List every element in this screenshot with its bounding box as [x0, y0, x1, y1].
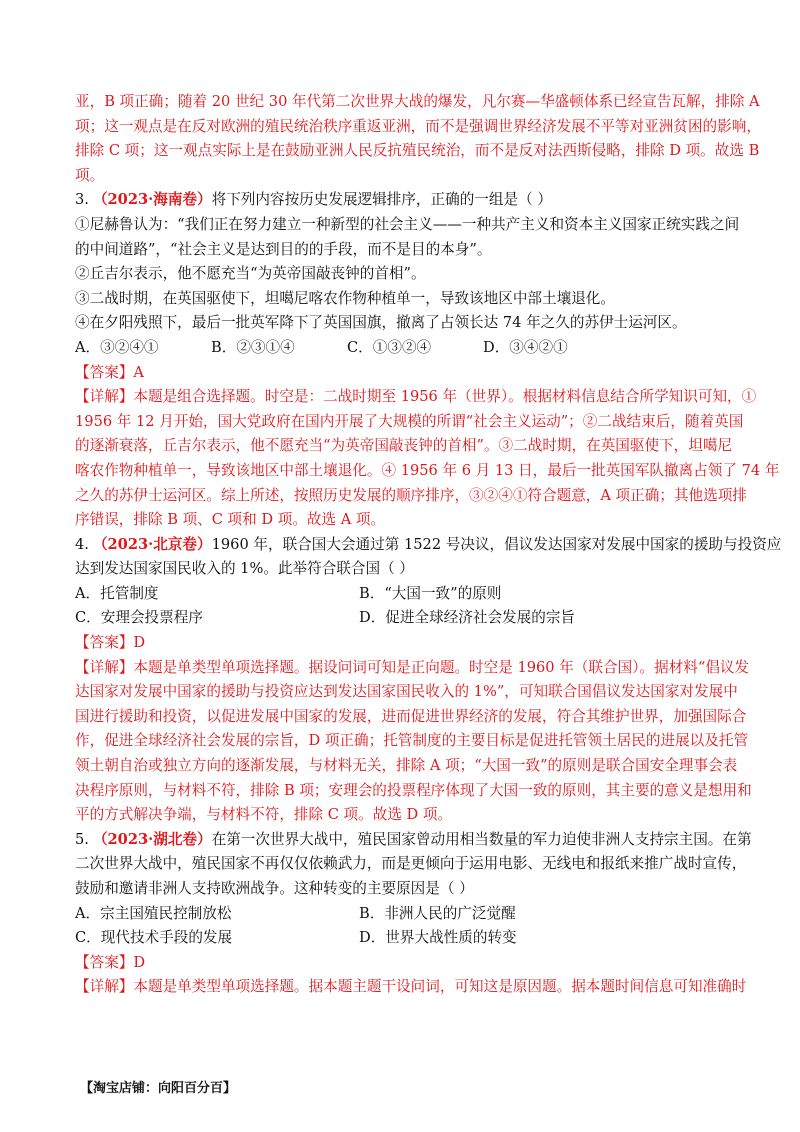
detail-line: 项；这一观点是在反对欧洲的殖民统治秩序重返亚洲，而不是强调世界经济发展不平等对亚洲贫困的影响，: [75, 117, 761, 135]
question-text: 鼓励和邀请非洲人支持欧洲战争。这种转变的主要原因是（ ）: [75, 880, 474, 897]
option-a: A．宗主国殖民控制放松: [75, 904, 232, 922]
detail-line: 【详解】本题是单类型单项选择题。据设问词可知是正向题。时空是 1960 年（联合国）。据材料“倡议发: [75, 658, 750, 676]
option-c: C．安理会投票程序: [75, 609, 203, 627]
detail-line: 项。: [75, 166, 105, 184]
option-d: D．促进全球经济社会发展的宗旨: [359, 609, 576, 627]
detail-line: 平的方式解决争端，与材料不符，排除 C 项。故选 D 项。: [75, 806, 453, 824]
question-text: 1960 年，联合国大会通过第 1522 号决议，倡议发达国家对发展中国家的援助与投资应: [211, 535, 782, 553]
question-number: 4.: [75, 535, 89, 553]
option-a: A．③②④①: [75, 338, 159, 356]
detail-line: 的逐渐衰落，丘吉尔表示，他不愿充当“为英帝国敲丧钟的首相”。③二战时期，在英国驱使下，坦噶尼: [75, 437, 733, 455]
option-b: B．“大国一致”的原则: [359, 584, 502, 602]
question-number: 3.: [75, 191, 89, 209]
options-row: [75, 902, 730, 927]
detail-line: 排除 C 项；这一观点实际上是在鼓励亚洲人民反抗殖民统治，而不是反对法西斯侵略，排除 D 项。故选 B: [75, 142, 760, 160]
option-d: D．世界大战性质的转变: [359, 929, 517, 947]
question-item: 的中间道路”，“社会主义是达到目的的手段，而不是目的本身”。: [75, 240, 492, 258]
question-text: 在第一次世界大战中，殖民国家曾动用相当数量的军力迫使非洲人支持宗主国。在第: [211, 830, 752, 848]
question-3: [75, 188, 780, 532]
detail-line: 领土朝自治或独立方向的逐渐发展，与材料无关，排除 A 项；“大国一致”的原则是联合国安全理事会表: [75, 757, 738, 775]
detail: [75, 975, 747, 1000]
detail-line: 国进行援助和投资，以促进发展中国家的发展，进而促进世界经济的发展，符合其维护世界，加强国际合: [75, 707, 747, 725]
question-item: ③二战时期，在英国驱使下，坦噶尼喀农作物种植单一，导致该地区中部土壤退化。: [75, 289, 615, 307]
question-4: [75, 533, 782, 828]
question-stem: [75, 828, 752, 853]
detail: [75, 656, 752, 828]
detail-line: 作，促进全球经济社会发展的宗旨，D 项正确；托管制度的主要目标是促进托管领土居民的进展以及托管: [75, 732, 749, 750]
option-a: A．托管制度: [75, 584, 159, 602]
options-row: [75, 606, 730, 631]
option-b: B．②③①④: [211, 338, 295, 356]
question-item: ②丘吉尔表示，他不愿充当“为英帝国敲丧钟的首相”。: [75, 265, 426, 283]
option-b: B．非洲人民的广泛觉醒: [359, 904, 516, 922]
question-text: 达到发达国家国民收入的 1%。此举符合联合国（ ）: [75, 560, 414, 578]
option-d: D．③④②①: [483, 338, 568, 356]
detail-line: 达国家对发展中国家的援助与投资应达到发达国家国民收入的 1%”，可知联合国倡议发达国家对发展中: [75, 683, 738, 701]
answer: 【答案】A: [75, 363, 144, 381]
options-row: [75, 926, 730, 951]
detail-line: 【详解】本题是组合选择题。时空是：二战时期至 1956 年（世界）。根据材料信息结合所学知识可知，①: [75, 388, 757, 406]
question-text: 将下列内容按历史发展逻辑排序，正确的一组是（ ）: [211, 191, 552, 209]
document-page: [75, 90, 782, 1000]
question-number: 5.: [75, 830, 89, 848]
question-source: （2023·海南卷）: [92, 191, 212, 209]
answer: 【答案】D: [75, 953, 146, 971]
question-text: 二次世界大战中，殖民国家不再仅仅依赖武力，而是更倾向于运用电影、无线电和报纸来推广战时宣传，: [75, 855, 747, 873]
question-source: （2023·北京卷）: [92, 535, 212, 553]
options-row: [75, 582, 730, 607]
option-c: C．①③②④: [347, 338, 432, 356]
question-source: （2023·湖北卷）: [92, 830, 212, 848]
option-c: C．现代技术手段的发展: [75, 929, 233, 947]
detail-line: 1956 年 12 月开始，国大党政府在国内开展了大规模的所谓“社会主义运动”；②二战结束后，随着英国: [75, 412, 744, 430]
question-5: [75, 828, 752, 1000]
detail-line: 【详解】本题是单类型单项选择题。据本题主题干设问词，可知这是原因题。据本题时间信息可知准确时: [75, 978, 747, 996]
detail-line: 亚，B 项正确；随着 20 世纪 30 年代第二次世界大战的爆发，凡尔赛—华盛顿体系已经宣告瓦解，排除 A: [75, 93, 760, 110]
detail-line: 序错误，排除 B 项、C 项和 D 项。故选 A 项。: [75, 511, 386, 529]
detail: [75, 385, 780, 533]
detail-line: 喀农作物种植单一，导致该地区中部土壤退化。④ 1956 年 6 月 13 日，最后一批英国军队撤离占领了 74 年: [75, 461, 780, 479]
answer: 【答案】D: [75, 634, 146, 652]
question-stem: [75, 188, 730, 213]
prev-detail: [75, 90, 761, 188]
detail-line: 之久的苏伊士运河区。综上所述，按照历史发展的顺序排序，③②④①符合题意，A 项正确；其他选项排: [75, 486, 747, 504]
question-stem: [75, 533, 782, 558]
detail-line: 决程序原则，与材料不符，排除 B 项；安理会的投票程序体现了大国一致的原则，其主要的意义是想用和: [75, 781, 752, 799]
question-item: ④在夕阳残照下，最后一批英军降下了英国国旗，撤离了占领长达 74 年之久的苏伊士运河区。: [75, 314, 687, 332]
footer-shop-label: 【淘宝店铺：向阳百分百】: [80, 1081, 237, 1096]
options-row: [75, 336, 730, 361]
question-item: ①尼赫鲁认为：“我们正在努力建立一种新型的社会主义——一种共产主义和资本主义国家正统实践之间: [75, 215, 740, 233]
